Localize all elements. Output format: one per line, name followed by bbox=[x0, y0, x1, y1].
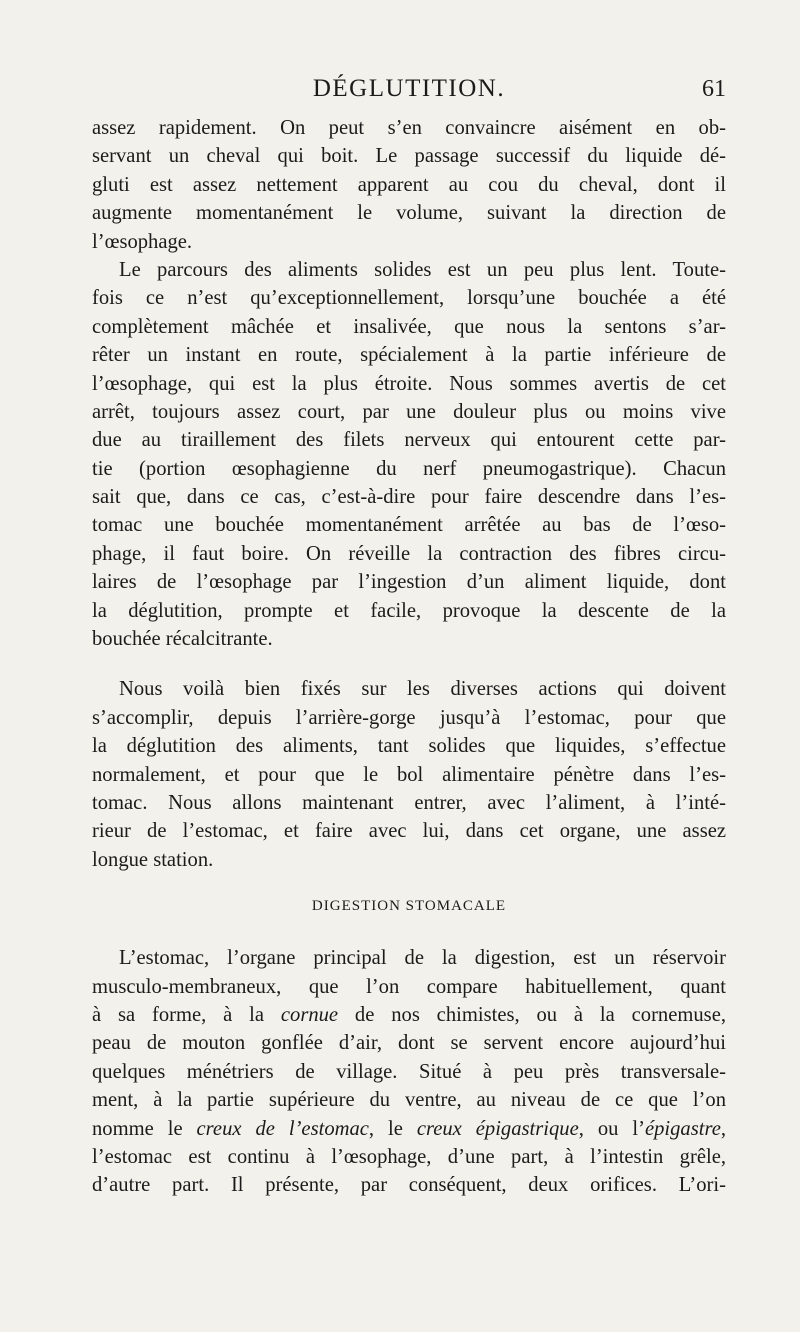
text-line bbox=[92, 1001, 726, 1029]
text-run: , le bbox=[368, 1117, 417, 1140]
section-heading: DIGESTION STOMACALE bbox=[311, 898, 507, 915]
text-line: bouchée récalcitrante. bbox=[92, 628, 273, 651]
text-line: phage, il faut boire. On réveille la contraction des fibres circu- bbox=[92, 542, 726, 565]
text-line: augmente momentanément le volume, suivant la direction de bbox=[92, 202, 726, 225]
paragraph-3 bbox=[92, 675, 726, 874]
text-line: d’autre part. Il présente, par conséquent, deux orifices. L’ori- bbox=[92, 1174, 726, 1197]
text-line: ment, à la partie supérieure du ventre, au niveau de ce que l’on bbox=[92, 1089, 726, 1112]
text-line: rêter un instant en route, spécialement à la partie inférieure de bbox=[92, 344, 726, 367]
text-line: Le parcours des aliments solides est un peu plus lent. Toute- bbox=[119, 258, 726, 281]
text-run: , bbox=[720, 1117, 726, 1140]
text-line: peau de mouton gonflée d’air, dont se servent encore aujourd’hui bbox=[92, 1032, 726, 1055]
paragraph-gap bbox=[92, 653, 726, 675]
text-line: tomac. Nous allons maintenant entrer, avec l’aliment, à l’inté- bbox=[92, 791, 726, 814]
page-number: 61 bbox=[702, 76, 726, 102]
text-line: normalement, et pour que le bol alimentaire pénètre dans l’es- bbox=[92, 763, 726, 786]
text-line: complètement mâchée et insalivée, que nous la sentons s’ar- bbox=[92, 315, 726, 338]
text-line: s’accomplir, depuis l’arrière-gorge jusqu’à l’estomac, pour que bbox=[92, 706, 726, 729]
text-line: l’estomac est continu à l’œsophage, d’une part, à l’intestin grêle, bbox=[92, 1145, 726, 1168]
text-line: tie (portion œsophagienne du nerf pneumogastrique). Chacun bbox=[92, 457, 726, 480]
italic-term-creux-epigastrique: creux épigastrique bbox=[416, 1117, 579, 1140]
text-line: L’estomac, l’organe principal de la digestion, est un réservoir bbox=[119, 947, 726, 970]
text-line: l’œsophage. bbox=[92, 230, 193, 253]
running-title: DÉGLUTITION. bbox=[312, 75, 506, 102]
text-line: due au tiraillement des filets nerveux qui entourent cette par- bbox=[92, 429, 726, 452]
paragraph-2 bbox=[92, 256, 726, 653]
text-line: rieur de l’estomac, et faire avec lui, dans cet organe, une assez bbox=[92, 820, 726, 843]
text-line: la déglutition des aliments, tant solides que liquides, s’effectue bbox=[92, 735, 726, 758]
text-run: de nos chimistes, ou à la cornemuse, bbox=[338, 1003, 726, 1026]
body-text bbox=[92, 114, 726, 1200]
text-line: Nous voilà bien fixés sur les diverses actions qui doivent bbox=[119, 678, 726, 701]
running-head bbox=[92, 74, 726, 104]
text-run: à sa forme, à la bbox=[92, 1003, 281, 1026]
text-line: musculo-membraneux, que l’on compare habituellement, quant bbox=[92, 975, 726, 998]
text-line: la déglutition, prompte et facile, provoque la descente de la bbox=[92, 599, 726, 622]
paragraph-4 bbox=[92, 944, 726, 1200]
italic-term-creux-estomac: creux de l’estomac bbox=[196, 1117, 369, 1140]
text-line: sait que, dans ce cas, c’est-à-dire pour faire descendre dans l’es- bbox=[92, 486, 726, 509]
text-line: gluti est assez nettement apparent au cou du cheval, dont il bbox=[92, 173, 726, 196]
italic-term-epigastre: épigastre bbox=[644, 1117, 721, 1140]
text-line: laires de l’œsophage par l’ingestion d’un aliment liquide, dont bbox=[92, 571, 726, 594]
text-line: quelques ménétriers de village. Situé à peu près transversale- bbox=[92, 1060, 726, 1083]
text-run: nomme le bbox=[92, 1117, 197, 1140]
text-line: longue station. bbox=[92, 848, 214, 871]
text-line: fois ce n’est qu’exceptionnellement, lorsqu’une bouchée a été bbox=[92, 287, 726, 310]
italic-term-cornue: cornue bbox=[280, 1003, 339, 1026]
text-run: , ou l’ bbox=[578, 1117, 645, 1140]
text-line: tomac une bouchée momentanément arrêtée au bas de l’œso- bbox=[92, 514, 726, 537]
paragraph-1 bbox=[92, 114, 726, 256]
text-line bbox=[92, 1115, 726, 1143]
text-line: assez rapidement. On peut s’en convaincre aisément en ob- bbox=[92, 117, 726, 139]
text-line: servant un cheval qui boit. Le passage successif du liquide dé- bbox=[92, 145, 726, 168]
text-line: l’œsophage, qui est la plus étroite. Nous sommes avertis de cet bbox=[92, 372, 726, 395]
text-line: arrêt, toujours assez court, par une douleur plus ou moins vive bbox=[92, 400, 726, 423]
